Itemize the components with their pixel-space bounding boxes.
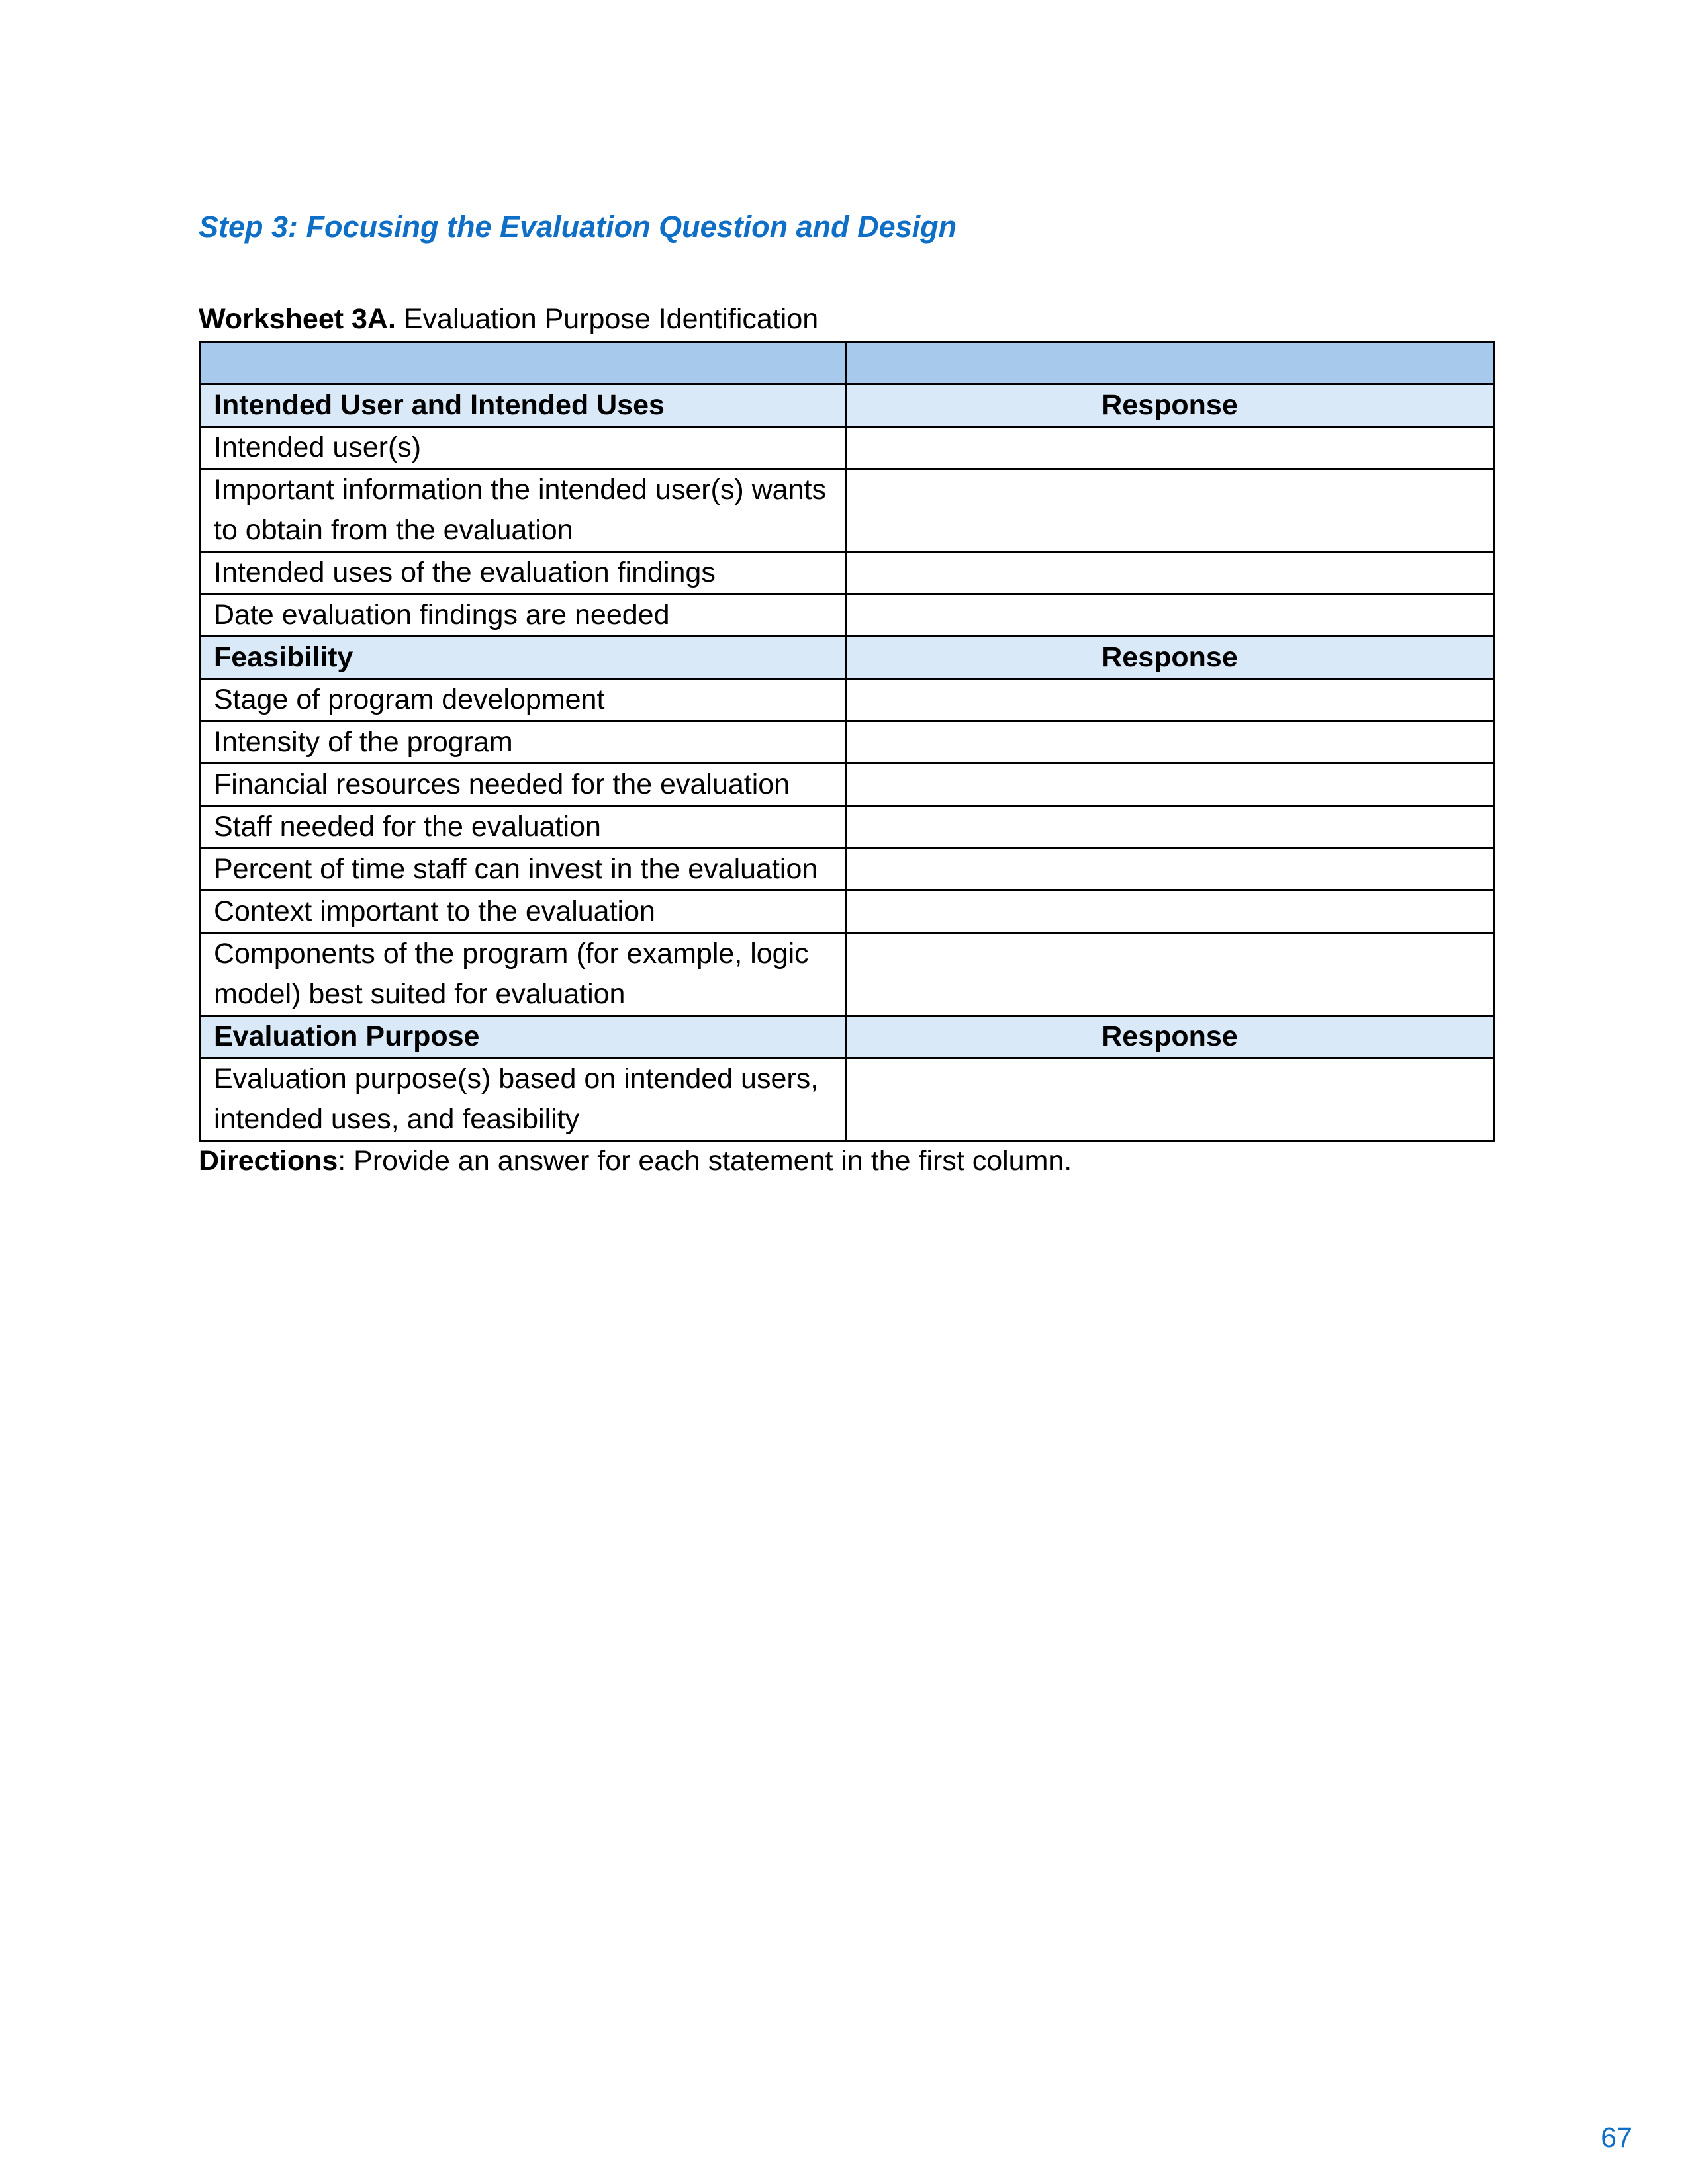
response-cell[interactable] xyxy=(846,469,1494,552)
table-row xyxy=(200,806,1494,848)
statement-cell: Intensity of the program xyxy=(200,721,846,764)
response-cell[interactable] xyxy=(846,721,1494,764)
table-row xyxy=(200,1058,1494,1141)
section-title: Intended User and Intended Uses xyxy=(200,385,846,427)
section-title: Feasibility xyxy=(200,637,846,679)
table-row xyxy=(200,594,1494,637)
table-row xyxy=(200,933,1494,1016)
response-cell[interactable] xyxy=(846,848,1494,891)
table-row xyxy=(200,848,1494,891)
header-cell-left xyxy=(200,342,846,385)
response-cell[interactable] xyxy=(846,594,1494,637)
statement-cell: Staff needed for the evaluation xyxy=(200,806,846,848)
response-cell[interactable] xyxy=(846,552,1494,594)
section-header-feasibility xyxy=(200,637,1494,679)
directions-label: Directions xyxy=(199,1145,338,1177)
section-header-evaluation-purpose xyxy=(200,1016,1494,1058)
worksheet-title: Evaluation Purpose Identification xyxy=(395,303,819,335)
response-cell[interactable] xyxy=(846,891,1494,933)
worksheet-table xyxy=(199,341,1495,1142)
page-number: 67 xyxy=(1601,2122,1632,2154)
section-title: Evaluation Purpose xyxy=(200,1016,846,1058)
response-cell[interactable] xyxy=(846,933,1494,1016)
statement-cell: Evaluation purpose(s) based on intended users, intended uses, and feasibility xyxy=(200,1058,846,1141)
table-row xyxy=(200,427,1494,469)
response-cell[interactable] xyxy=(846,1058,1494,1141)
statement-cell: Components of the program (for example, logic model) best suited for evaluation xyxy=(200,933,846,1016)
section-header-intended-user xyxy=(200,385,1494,427)
response-column-label: Response xyxy=(846,1016,1494,1058)
statement-cell: Important information the intended user(s) wants to obtain from the evaluation xyxy=(200,469,846,552)
statement-cell: Financial resources needed for the evaluation xyxy=(200,764,846,806)
table-row xyxy=(200,721,1494,764)
table-row xyxy=(200,679,1494,721)
statement-cell: Percent of time staff can invest in the evaluation xyxy=(200,848,846,891)
response-column-label: Response xyxy=(846,385,1494,427)
header-cell-right xyxy=(846,342,1494,385)
response-cell[interactable] xyxy=(846,764,1494,806)
response-cell[interactable] xyxy=(846,806,1494,848)
table-row xyxy=(200,552,1494,594)
table-top-header-row xyxy=(200,342,1494,385)
response-cell[interactable] xyxy=(846,427,1494,469)
directions-text: : Provide an answer for each statement in the first column. xyxy=(338,1145,1072,1177)
table-row xyxy=(200,764,1494,806)
worksheet-label: Worksheet 3A. xyxy=(199,303,396,335)
response-column-label: Response xyxy=(846,637,1494,679)
statement-cell: Stage of program development xyxy=(200,679,846,721)
table-row xyxy=(200,891,1494,933)
statement-cell: Date evaluation findings are needed xyxy=(200,594,846,637)
table-row xyxy=(200,469,1494,552)
statement-cell: Intended user(s) xyxy=(200,427,846,469)
directions-note xyxy=(199,1144,1072,1179)
worksheet-caption xyxy=(199,302,818,337)
statement-cell: Intended uses of the evaluation findings xyxy=(200,552,846,594)
statement-cell: Context important to the evaluation xyxy=(200,891,846,933)
response-cell[interactable] xyxy=(846,679,1494,721)
step-heading: Step 3: Focusing the Evaluation Question and Design xyxy=(199,210,957,244)
